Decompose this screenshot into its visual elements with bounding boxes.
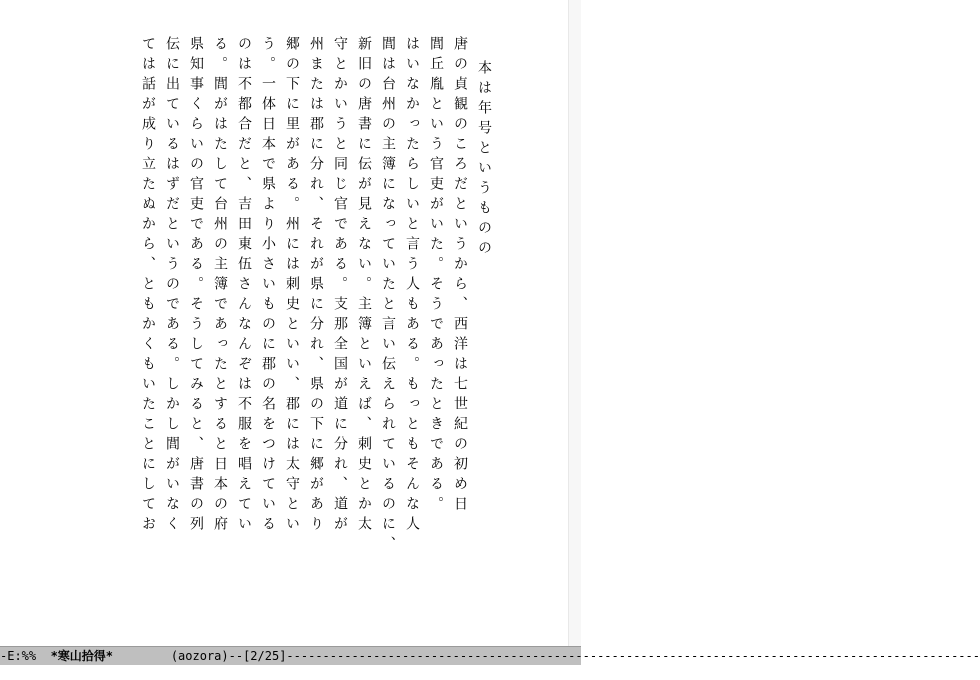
text-column-9: 郷の下に里がある。州には刺史といい、郡には太守とい bbox=[284, 36, 300, 536]
text-column-8: 州または郡に分れ、それが県に分れ、県の下に郷があり bbox=[308, 36, 324, 536]
text-column-6: 新旧の唐書に伝が見えない。主簿といえば、刺史とか太 bbox=[356, 36, 372, 536]
mode-line-fill: ------------------------------------------------------------------------------------------------ bbox=[286, 649, 980, 663]
mode-line bbox=[0, 646, 980, 665]
text-column-3: 閭丘胤という官吏がいた。そうであったときである。 bbox=[428, 36, 444, 516]
mode-line-mode: (aozora)--[2/25] bbox=[170, 649, 287, 663]
text-column-10: う。一体日本で県より小さいものに郡の名をつけている bbox=[260, 36, 276, 536]
mode-line-gap bbox=[113, 649, 171, 663]
mode-line-status: -E:%% bbox=[0, 649, 51, 663]
buffer-name[interactable]: *寒山拾得* bbox=[50, 649, 114, 663]
text-column-7: 守とかいうと同じ官である。支那全国が道に分れ、道が bbox=[332, 36, 348, 536]
text-column-5: 閭は台州の主簿になっていたと言い伝えられているのに、 bbox=[380, 36, 396, 556]
text-column-12: る。閭がはたして台州の主簿であったとすると日本の府 bbox=[212, 36, 228, 536]
text-column-14: 伝に出ているはずだというのである。しかし閭がいなく bbox=[164, 36, 180, 536]
text-buffer[interactable] bbox=[70, 36, 496, 596]
text-column-1: 本は年号というものの bbox=[476, 60, 492, 260]
vertical-scrollbar[interactable] bbox=[568, 0, 581, 646]
text-column-4: はいなかったらしいと言う人もある。もっともそんな人 bbox=[404, 36, 420, 536]
text-column-2: 唐の貞観のころだというから、西洋は七世紀の初め日 bbox=[452, 36, 468, 516]
echo-area[interactable] bbox=[0, 665, 581, 680]
text-column-13: 県知事くらいの官吏である。そうしてみると、唐書の列 bbox=[188, 36, 204, 536]
text-column-11: のは不都合だと、吉田東伍さんなんぞは不服を唱えてい bbox=[236, 36, 252, 536]
text-column-15: ては話が成り立たぬから、ともかくもいたことにしてお bbox=[140, 36, 156, 536]
